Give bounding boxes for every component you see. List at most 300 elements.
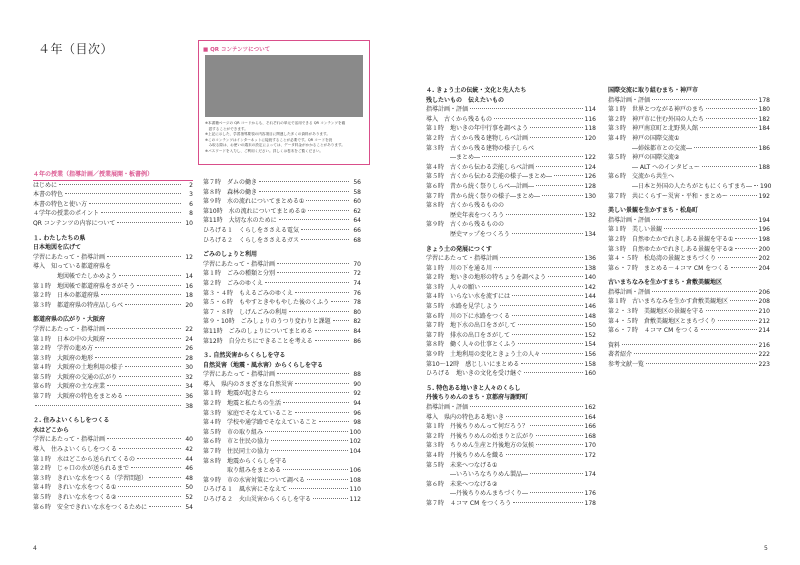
toc-entry[interactable] — [203, 495, 361, 505]
toc-entry-title: 第４時 学校や通学路でそなえていること — [203, 419, 318, 427]
toc-page-number: 116 — [584, 115, 596, 123]
toc-page-number: 154 — [584, 341, 596, 349]
leader-dots — [271, 392, 349, 393]
leader-dots — [664, 228, 757, 229]
leader-dots — [622, 344, 757, 345]
toc-entry[interactable] — [203, 485, 361, 495]
toc-entry[interactable] — [33, 344, 193, 354]
toc-page-number: 82 — [353, 318, 361, 326]
leader-dots — [295, 292, 349, 293]
toc-entry-title: 第９時 土地利用の変化ときょう土の人々 — [426, 351, 541, 359]
toc-entry[interactable] — [33, 253, 193, 263]
toc-entry[interactable] — [33, 402, 193, 412]
page-number-right: 5 — [764, 545, 768, 552]
toc-entry-title: 第７時 大阪府の特色をまとめる — [33, 393, 124, 401]
toc-entry-title: 第10時 水の流れについてまとめる② — [203, 207, 306, 215]
toc-entry-title: 地図帳でたしかめよう — [33, 272, 118, 280]
toc-entry-title: 第４・５時 倉敷美観地区とまちづくり — [608, 317, 716, 325]
toc-entry-title: 第６時 安全できれいな水をつくるために — [33, 503, 148, 511]
toc-page-number: 86 — [353, 337, 361, 345]
leader-dots — [308, 210, 349, 211]
toc-page-number: 200 — [758, 245, 770, 253]
toc-entry[interactable] — [608, 96, 770, 106]
toc-page-number: 186 — [758, 144, 770, 152]
toc-entry[interactable] — [426, 403, 596, 413]
leader-dots — [652, 99, 757, 100]
toc-entry[interactable] — [33, 435, 193, 445]
toc-entry[interactable] — [426, 489, 596, 499]
toc-entry-title: 第２・３時 美観地区の景観を守る — [608, 308, 705, 316]
unit-heading: 水はどこから — [33, 426, 70, 434]
qr-sample-image — [205, 55, 363, 117]
toc-entry[interactable] — [426, 470, 596, 480]
toc-entry[interactable] — [33, 354, 193, 364]
leader-dots — [470, 406, 583, 407]
toc-entry[interactable] — [608, 216, 770, 226]
toc-entry-title: 第４時 古くから伝わる芸能しらべ計画 — [426, 163, 535, 171]
toc-page-number: 98 — [353, 419, 361, 427]
toc-entry[interactable] — [33, 363, 193, 373]
toc-entry[interactable] — [33, 325, 193, 335]
toc-page-number: 44 — [185, 455, 193, 463]
toc-page-number: 192 — [758, 192, 770, 200]
toc-entry-title: 第６時 川の下に水路をつくる — [426, 312, 511, 320]
toc-entry[interactable] — [203, 457, 361, 467]
toc-entry[interactable] — [608, 341, 770, 351]
toc-entry[interactable] — [203, 317, 361, 327]
toc-entry-title: ―丹後ちりめんまちづくり― — [426, 490, 528, 498]
toc-entry[interactable] — [426, 172, 596, 182]
toc-entry[interactable] — [203, 409, 361, 419]
toc-page-number: 108 — [349, 476, 361, 484]
toc-entry[interactable] — [426, 321, 596, 331]
toc-page-number: 223 — [758, 361, 770, 369]
toc-entry-title: 第５時 水路を見学しよう — [426, 303, 499, 311]
leader-dots — [542, 353, 583, 354]
toc-page-number: 196 — [758, 226, 770, 234]
toc-entry-title: 第10～12時 感じしいにまとめる — [426, 360, 520, 368]
toc-entry[interactable] — [33, 382, 193, 392]
toc-entry[interactable] — [33, 392, 193, 402]
toc-entry-title: 第７時 排水の出口をさがして — [426, 331, 511, 339]
toc-entry-title: 第２時 自然ゆたかでれきしある景観を守る① — [608, 235, 734, 243]
toc-page-number: 54 — [185, 503, 193, 511]
toc-entry[interactable] — [203, 207, 361, 217]
leader-dots — [279, 219, 349, 220]
toc-entry[interactable] — [426, 211, 596, 221]
leader-dots — [283, 402, 349, 403]
toc-entry-title: 歴史マップをつくろう — [426, 230, 510, 238]
toc-entry[interactable] — [426, 283, 596, 293]
toc-entry[interactable] — [426, 432, 596, 442]
toc-page-number: 24 — [185, 335, 193, 343]
toc-entry[interactable] — [426, 360, 596, 370]
toc-entry[interactable] — [426, 182, 596, 192]
toc-entry[interactable] — [608, 134, 770, 144]
toc-page-number: 106 — [349, 467, 361, 475]
toc-entry-title: 第５時 きれいな水をつくる② — [33, 494, 117, 501]
qr-note: ※本書籍ページの QR コードからも、それぞれの単元で活用できる QR コンテンツを確 — [205, 121, 346, 125]
toc-entry-title: 第３時 自然ゆたかでれきしある景観を守る② — [608, 245, 734, 253]
leader-dots — [494, 118, 583, 119]
toc-entry[interactable] — [608, 297, 770, 307]
leader-dots — [265, 431, 348, 432]
toc-entry-title: 第２時 丹後ちりめんの始まりと広がり — [426, 432, 535, 440]
toc-entry[interactable] — [608, 163, 770, 173]
toc-page-number: 172 — [584, 451, 596, 459]
toc-page-number: 48 — [185, 474, 193, 482]
toc-entry-title: 第７時 昔から続く祭りの様子―まとめ― — [426, 192, 541, 200]
toc-entry[interactable] — [33, 335, 193, 345]
leader-dots — [137, 285, 181, 286]
toc-entry-title: 第７時 ダムの働き — [203, 179, 258, 186]
leader-dots — [333, 320, 349, 321]
toc-entry-title: 第５時 古くから伝わる芸能の様子―まとめ― — [426, 173, 553, 181]
toc-entry[interactable] — [33, 272, 193, 282]
leader-dots — [494, 267, 583, 268]
toc-entry[interactable] — [426, 350, 596, 360]
toc-entry[interactable] — [426, 273, 596, 283]
toc-page-number: 150 — [584, 322, 596, 330]
toc-entry[interactable] — [608, 307, 770, 317]
toc-entry-title: 第３時 神戸南京町と北野異人館 — [608, 125, 699, 133]
toc-page-number: 142 — [584, 283, 596, 291]
toc-entry[interactable] — [426, 264, 596, 274]
leader-dots — [117, 222, 181, 223]
toc-page-number: 138 — [584, 264, 596, 272]
toc-entry-title: 学習にあたって・指導計画 — [203, 260, 276, 268]
leader-dots — [101, 212, 181, 213]
leader-dots — [554, 175, 583, 176]
toc-page-number: 32 — [185, 373, 193, 381]
toc-entry[interactable] — [426, 413, 596, 423]
toc-entry[interactable] — [426, 192, 596, 202]
toc-page-number: 158 — [584, 360, 596, 368]
toc-entry[interactable] — [426, 230, 596, 240]
qr-note: 認することができます。 — [205, 126, 248, 131]
section-heading: ４年の授業（指導計画／授業展開・板書例） — [33, 170, 193, 181]
toc-entry[interactable] — [426, 292, 596, 302]
toc-entry-title: 第１時 ごみの種類と分別 — [203, 270, 276, 278]
toc-page-number: 136 — [584, 255, 596, 263]
toc-entry[interactable] — [33, 493, 193, 503]
toc-entry-title: 第２時 地震と私たちの生活 — [203, 400, 282, 408]
leader-dots — [730, 195, 757, 196]
toc-entry[interactable] — [608, 153, 770, 163]
toc-entry[interactable] — [608, 144, 770, 154]
toc-entry-title: 第２時 じゃ口の水が送られるまで — [33, 465, 130, 473]
toc-entry-title: 第７・８時 しげんごみの利用 — [203, 308, 288, 316]
toc-page-number: 64 — [353, 217, 361, 225]
toc-entry[interactable] — [33, 282, 193, 292]
toc-entry[interactable] — [203, 269, 361, 279]
toc-entry[interactable] — [426, 441, 596, 451]
toc-entry[interactable] — [203, 236, 361, 246]
toc-entry[interactable] — [203, 298, 361, 308]
toc-page-number: 204 — [758, 264, 770, 272]
toc-page-number: 92 — [353, 390, 361, 398]
toc-entry-title: 第８時 働く人々の仕事とくふう — [426, 341, 517, 349]
toc-entry-title: はじめに — [33, 181, 58, 189]
toc-entry-title: 第６時 市と住民の協力 — [203, 438, 270, 446]
toc-page-number: 216 — [758, 341, 770, 349]
toc-entry-title: 指導計画・評価 — [608, 288, 651, 296]
toc-entry[interactable] — [426, 134, 596, 144]
toc-page-number: 208 — [758, 298, 770, 306]
toc-entry[interactable] — [33, 219, 193, 229]
leader-dots — [125, 366, 181, 367]
toc-entry-title: ひろげる２ くらしをささえるガス — [203, 236, 300, 244]
toc-entry-title: 第１時 古いまちなみを生かす倉敷美観地区 — [608, 298, 729, 306]
leader-dots — [125, 395, 181, 396]
toc-entry[interactable] — [608, 245, 770, 255]
leader-dots — [518, 343, 583, 344]
toc-entry[interactable] — [426, 451, 596, 461]
leader-dots — [259, 181, 349, 182]
toc-entry[interactable] — [608, 326, 770, 336]
toc-entry[interactable] — [203, 279, 361, 289]
toc-entry[interactable] — [426, 144, 596, 154]
toc-page-number: 132 — [584, 211, 596, 219]
leader-dots — [265, 282, 349, 283]
toc-entry[interactable] — [608, 225, 770, 235]
leader-dots — [277, 373, 349, 374]
unit-heading: 丹後ちりめんのまち・京都府与謝野町 — [426, 394, 529, 402]
toc-entry[interactable] — [608, 192, 770, 202]
leader-dots — [89, 203, 181, 204]
toc-entry-title: 第２時 学習の進め方 — [33, 345, 94, 353]
leader-dots — [706, 118, 757, 119]
toc-entry[interactable] — [426, 302, 596, 312]
toc-entry[interactable] — [203, 399, 361, 409]
toc-entry[interactable] — [203, 327, 361, 337]
toc-column-4 — [608, 86, 770, 370]
leader-dots — [289, 488, 348, 489]
toc-entry[interactable] — [426, 422, 596, 432]
toc-entry[interactable] — [203, 466, 361, 476]
toc-entry[interactable] — [203, 188, 361, 198]
toc-entry[interactable] — [426, 124, 596, 134]
toc-entry-title: 学習にあたって・指導計画 — [33, 253, 106, 261]
toc-entry[interactable] — [203, 226, 361, 236]
toc-entry[interactable] — [426, 369, 596, 379]
leader-dots — [301, 239, 349, 240]
qr-note: ※パスワードを入力し、ご利用ください。詳しくは巻末をご覧ください。 — [205, 148, 324, 153]
toc-entry[interactable] — [608, 235, 770, 245]
toc-column-1 — [33, 170, 193, 512]
toc-entry[interactable] — [33, 455, 193, 465]
leader-dots — [101, 294, 181, 295]
toc-page-number: 124 — [584, 163, 596, 171]
toc-page-number: 6 — [189, 200, 193, 208]
toc-entry[interactable] — [203, 308, 361, 318]
toc-entry-title: 学習にあたって・指導計画 — [203, 371, 276, 379]
toc-entry-title: 第７時 ４コマ CM をつくろう — [426, 499, 512, 507]
toc-entry[interactable] — [426, 461, 596, 471]
toc-entry[interactable] — [608, 288, 770, 298]
toc-entry[interactable] — [426, 163, 596, 173]
toc-entry[interactable] — [608, 317, 770, 327]
toc-entry[interactable] — [33, 209, 193, 219]
toc-entry-title: 第１時 世界とつながる神戸のまち — [608, 106, 704, 114]
toc-entry-title: 第１時 川の下を通る川 — [426, 264, 493, 272]
toc-page-number: 202 — [758, 255, 770, 263]
toc-entry-title: 第３時 ちりめん生産と丹後地方の気候 — [426, 442, 535, 450]
toc-entry[interactable] — [33, 483, 193, 493]
toc-entry[interactable] — [33, 181, 193, 191]
unit-heading: きょう土の発展につくす — [426, 245, 492, 253]
toc-entry-title: 第４・５時 松島湾の景観とまちづくり — [608, 255, 716, 263]
toc-page-number: 140 — [584, 274, 596, 282]
toc-entry[interactable] — [608, 105, 770, 115]
toc-entry-title: ―姉妹都市との交流― — [608, 144, 693, 152]
toc-entry[interactable] — [33, 291, 193, 301]
toc-entry[interactable] — [203, 389, 361, 399]
unit-heading: 都道府県の広がり・大阪府 — [33, 316, 106, 324]
toc-entry-title: 第６時 大阪府の主な産業 — [33, 383, 106, 391]
qr-note: ※上記に示した、学習指導要領の内容項目に関連した多くの資料があります。 — [205, 132, 330, 137]
toc-page-number: 80 — [353, 308, 361, 316]
leader-dots — [735, 238, 756, 239]
toc-page-number: 90 — [353, 380, 361, 388]
toc-entry-title: 第２時 地いきの地形の特ちょうを調べよう — [426, 274, 547, 282]
toc-entry[interactable] — [203, 418, 361, 428]
toc-entry[interactable] — [203, 197, 361, 207]
toc-entry[interactable] — [203, 476, 361, 486]
leader-dots — [482, 156, 583, 157]
toc-page-number: 66 — [353, 226, 361, 234]
leader-dots — [271, 440, 348, 441]
leader-dots — [259, 191, 349, 192]
leader-dots — [125, 304, 181, 305]
leader-dots — [731, 267, 756, 268]
toc-page-number: 212 — [758, 317, 770, 325]
toc-entry-title: 第３時 きれいな水をつくる（学習問題） — [33, 474, 148, 482]
leader-dots — [735, 248, 756, 249]
toc-entry-title: 本書の特色と使い方 — [33, 200, 88, 208]
toc-entry[interactable] — [203, 216, 361, 226]
toc-entry[interactable] — [203, 447, 361, 457]
toc-entry[interactable] — [33, 301, 193, 311]
toc-entry[interactable] — [33, 373, 193, 383]
toc-entry-title: 第11時 ごみのしょりについてまとめる — [203, 327, 313, 335]
toc-entry-title: 第１時 水はどこから送られてくるの — [33, 455, 136, 463]
toc-entry[interactable] — [608, 115, 770, 125]
leader-dots — [107, 256, 181, 257]
toc-entry[interactable] — [33, 474, 193, 484]
toc-entry[interactable] — [608, 350, 770, 360]
section-heading: ４. きょう土の伝統・文化と先人たち — [426, 87, 527, 94]
toc-entry[interactable] — [608, 172, 770, 182]
toc-entry[interactable] — [33, 262, 193, 272]
toc-entry-title: 第５時 未来へつなげる① — [426, 461, 498, 469]
leader-dots — [289, 311, 349, 312]
toc-page-number: 114 — [584, 106, 596, 114]
toc-entry[interactable] — [426, 115, 596, 125]
leader-dots — [331, 301, 349, 302]
toc-entry-title: 第４時 いらない水を流すには — [426, 293, 511, 301]
toc-entry[interactable] — [426, 312, 596, 322]
toc-entry-title: 指導計画・評価 — [608, 216, 651, 224]
toc-page-number: 130 — [584, 192, 596, 200]
toc-page-number: 222 — [758, 351, 770, 359]
toc-entry[interactable] — [426, 331, 596, 341]
toc-page-number: 76 — [353, 289, 361, 297]
toc-page-number: 70 — [353, 260, 361, 268]
toc-entry-title: 第６時 昔から続く祭りしらべ―計画― — [426, 182, 535, 190]
toc-entry[interactable] — [426, 254, 596, 264]
toc-entry-title: 第３時 古くから残る建物の様子しらべ — [426, 144, 535, 152]
toc-entry[interactable] — [426, 105, 596, 115]
toc-entry[interactable] — [426, 201, 596, 211]
toc-page-number: 78 — [353, 299, 361, 307]
toc-entry[interactable] — [33, 503, 193, 513]
toc-entry[interactable] — [33, 445, 193, 455]
toc-page-number: 176 — [584, 490, 596, 498]
toc-entry-title: 第９時 水の流れについてまとめる① — [203, 198, 305, 206]
leader-dots — [500, 257, 583, 258]
leader-dots — [131, 467, 181, 468]
leader-dots — [701, 329, 756, 330]
toc-entry[interactable] — [203, 178, 361, 188]
toc-entry[interactable] — [608, 182, 770, 192]
leader-dots — [706, 108, 757, 109]
toc-entry[interactable] — [608, 124, 770, 134]
leader-dots — [652, 291, 757, 292]
leader-dots — [706, 310, 757, 311]
leader-dots — [315, 330, 349, 331]
toc-entry[interactable] — [203, 437, 361, 447]
toc-entry[interactable] — [608, 254, 770, 264]
unit-heading: 美しい景観を生かすまち・松島町 — [608, 207, 699, 215]
toc-entry[interactable] — [33, 464, 193, 474]
toc-entry[interactable] — [426, 340, 596, 350]
toc-entry[interactable] — [426, 480, 596, 490]
toc-page-number: 198 — [758, 235, 770, 243]
page-title: ４年（目次） — [38, 42, 114, 56]
toc-page-number: 56 — [353, 179, 361, 186]
leader-dots — [518, 324, 583, 325]
unit-heading: 残したいもの 伝えたいもの — [426, 96, 505, 104]
toc-page-number: 126 — [584, 173, 596, 181]
toc-entry[interactable] — [426, 153, 596, 163]
toc-entry[interactable] — [33, 190, 193, 200]
toc-entry-title: 第５時 大阪府の交通の広がり — [33, 373, 118, 381]
toc-page-number: 214 — [758, 327, 770, 335]
toc-entry[interactable] — [203, 428, 361, 438]
toc-entry[interactable] — [203, 260, 361, 270]
toc-entry[interactable] — [426, 220, 596, 230]
toc-entry-title: 第３・４時 もえるごみのゆくえ — [203, 289, 294, 297]
toc-entry-title: ―日本と外国の人たちがともにくらすまち― — [608, 182, 753, 190]
leader-dots — [119, 275, 181, 276]
toc-page-number: 194 — [758, 216, 770, 224]
toc-entry[interactable] — [33, 200, 193, 210]
toc-entry[interactable] — [203, 370, 361, 380]
toc-entry-title: 第７時 共にくらすー災害・平和・まとめー — [608, 192, 728, 200]
page-number-left: 4 — [33, 545, 37, 552]
toc-entry[interactable] — [203, 337, 361, 347]
toc-entry[interactable] — [203, 380, 361, 390]
toc-entry[interactable] — [608, 360, 770, 370]
toc-entry[interactable] — [426, 499, 596, 509]
toc-entry[interactable] — [203, 289, 361, 299]
leader-dots — [277, 263, 349, 264]
leader-dots — [119, 376, 181, 377]
toc-page-number: 68 — [353, 236, 361, 244]
toc-page-number: 84 — [353, 327, 361, 335]
toc-entry[interactable] — [608, 264, 770, 274]
